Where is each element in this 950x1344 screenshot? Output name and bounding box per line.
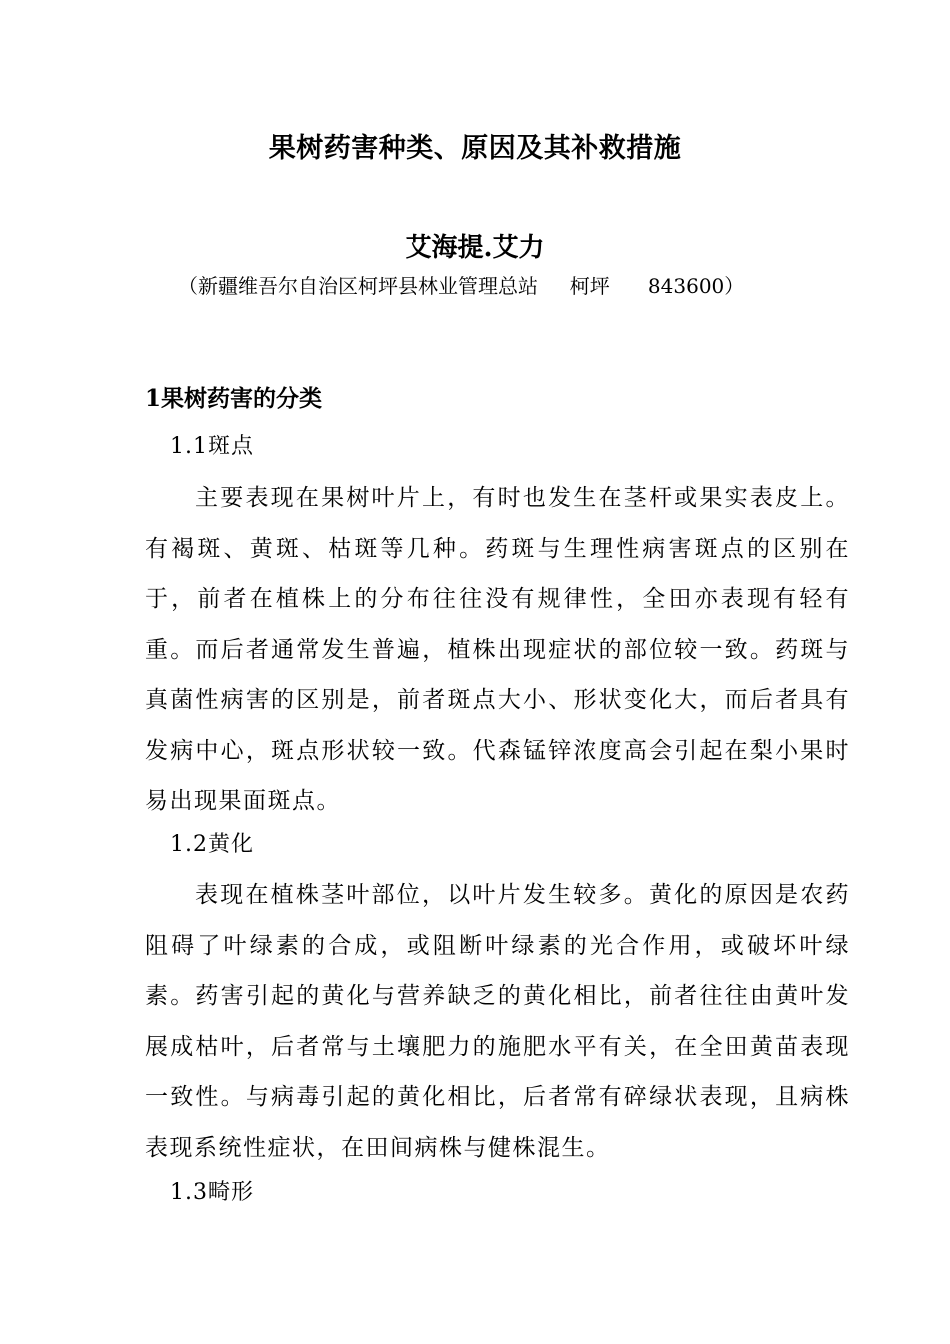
body-paragraph: 主要表现在果树叶片上，有时也发生在茎杆或果实表皮上。有褐斑、黄斑、枯斑等几种。药斑与生理性病害斑点的区别在于，前者在植株上的分布往往没有规律性，全田亦表现有轻有重。而后者通常发生普遍，植株出现症状的部位较一致。药斑与真菌性病害的区别是，前者斑点大小、形状变化大，而后者具有发病中心，斑点形状较一致。代森锰锌浓度高会引起在梨小果时易出现果面斑点。 [145, 485, 850, 814]
subsection-heading: 1.1斑点 [170, 434, 254, 459]
section-heading: 1果树药害的分类 [145, 385, 323, 412]
author-name: 艾海提.艾力 [405, 233, 545, 263]
document-title: 果树药害种类、原因及其补救措施 [268, 133, 682, 164]
subsection-heading: 1.3畸形 [170, 1180, 254, 1205]
body-paragraph: 表现在植株茎叶部位，以叶片发生较多。黄化的原因是农药阻碍了叶绿素的合成，或阻断叶绿素的光合作用，或破坏叶绿素。药害引起的黄化与营养缺乏的黄化相比，前者往往由黄叶发展成枯叶，后者常与土壤肥力的施肥水平有关，在全田黄苗表现一致性。与病毒引起的黄化相比，后者常有碎绿状表现，且病株表现系统性症状，在田间病株与健株混生。 [145, 882, 850, 1161]
author-affiliation: （新疆维吾尔自治区柯坪县林业管理总站 柯坪 843600） [178, 274, 745, 298]
subsection-heading: 1.2黄化 [170, 832, 254, 857]
